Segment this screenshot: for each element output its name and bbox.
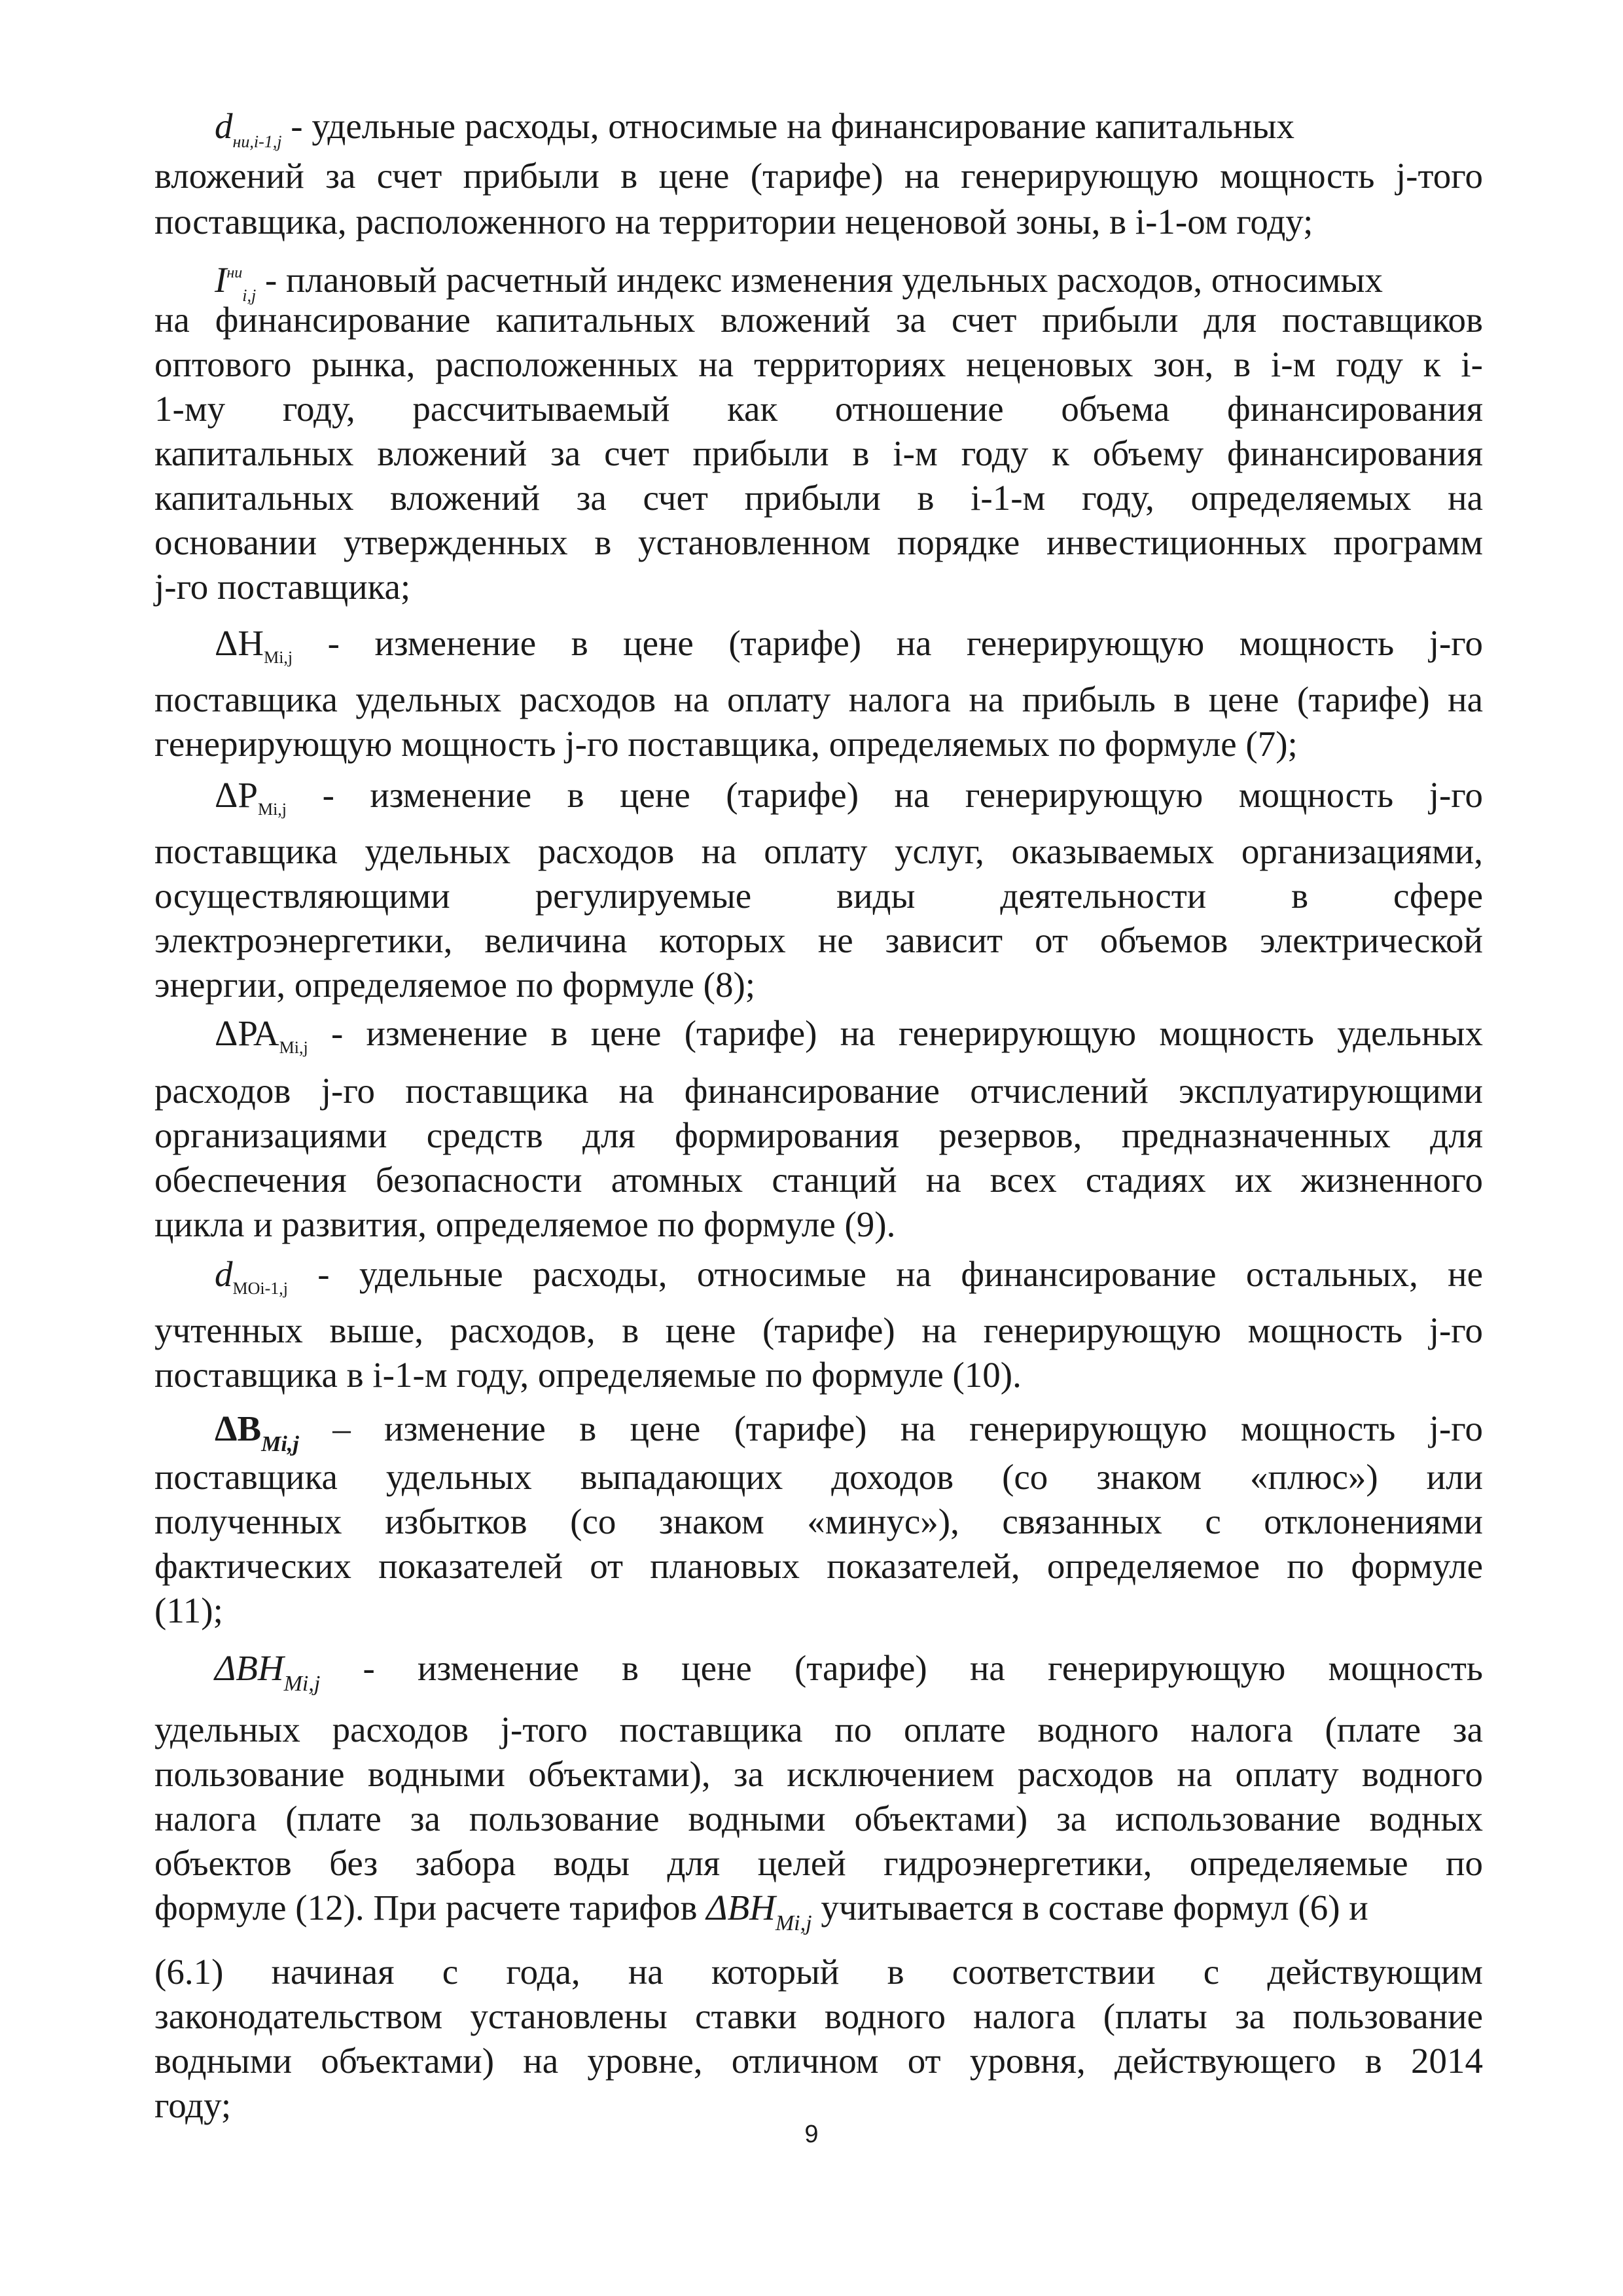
- def-line: (6.1) начиная с года, на который в соответствии с действующим: [154, 1952, 1483, 1992]
- def-line: поставщика удельных расходов на оплату услуг, оказываемых организациями,: [154, 831, 1483, 871]
- symbol: $\Delta ВН_{Mi,j}$: [706, 1888, 812, 1935]
- symbol: $\Delta РА_{Mi,j}$: [215, 1013, 308, 1057]
- def-line: вложений за счет прибыли в цене (тарифе) на генерирующую мощность j-того: [154, 156, 1483, 196]
- symbol: d: [215, 106, 233, 146]
- page-number: 9: [804, 2121, 819, 2148]
- def-line: учтенных выше, расходов, в цене (тарифе) на генерирующую мощность j-го: [154, 1310, 1483, 1350]
- def-line: пользование водными объектами), за исключением расходов на оплату водного: [154, 1754, 1483, 1794]
- def-line: поставщика удельных расходов на оплату налога на прибыль в цене (тарифе) на: [154, 679, 1483, 719]
- def-line: поставщика удельных выпадающих доходов (со знаком «плюс») или: [154, 1457, 1483, 1497]
- def-line: [215, 774, 1483, 831]
- def-line: осуществляющими регулируемые виды деятельности в сфере: [154, 876, 1483, 916]
- symbol: $\Delta Н_{Mi,j}$: [215, 623, 293, 667]
- symbol: $\Delta Р_{Mi,j}$: [215, 775, 287, 819]
- def-text: - изменение в цене (тарифе) на генерирующую мощность j-го: [327, 623, 1483, 663]
- def-text: - плановый расчетный индекс изменения удельных расходов, относимых: [264, 260, 1383, 300]
- def-line: удельных расходов j-того поставщика по оплате водного налога (плате за: [154, 1710, 1483, 1749]
- def-line: [215, 1647, 1483, 1706]
- def-line: на финансирование капитальных вложений за счет прибыли для поставщиков: [154, 300, 1483, 340]
- def-line: капитальных вложений за счет прибыли в i-м году к объему финансирования: [154, 433, 1483, 473]
- def-line: организациями средств для формирования резервов, предназначенных для: [154, 1115, 1483, 1155]
- def-line: [215, 622, 1483, 679]
- def-text: - изменение в цене (тарифе) на генерирующую мощность j-го: [322, 775, 1483, 815]
- def-line: 1-му году, рассчитываемый как отношение объема финансирования: [154, 389, 1483, 429]
- symbol: $\Delta ВН_{Mi,j}$: [215, 1648, 321, 1696]
- def-line: электроэнергетики, величина которых не зависит от объемов электрической: [154, 920, 1483, 960]
- def-line: обеспечения безопасности атомных станций на всех стадиях их жизненного: [154, 1160, 1483, 1200]
- def-line: фактических показателей от плановых показателей, определяемое по формуле: [154, 1546, 1483, 1586]
- def-line: (11);: [154, 1590, 223, 1630]
- def-text: формуле (12). При расчете тарифов: [154, 1888, 698, 1928]
- def-line: основании утвержденных в установленном порядке инвестиционных программ: [154, 522, 1483, 562]
- def-line: поставщика в i-1-м году, определяемые по формуле (10).: [154, 1355, 1022, 1395]
- def-line: оптового рынка, расположенных на территориях неценовых зон, в i-м году к i-: [154, 344, 1483, 384]
- def-line: j-го поставщика;: [154, 567, 411, 607]
- def-text: – изменение в цене (тарифе) на генерирующую мощность j-го: [332, 1408, 1483, 1448]
- def-line: налога (плате за пользование водными объектами) за использование водных: [154, 1799, 1483, 1839]
- def-line: [215, 1012, 1483, 1069]
- def-line: энергии, определяемое по формуле (8);: [154, 965, 756, 1005]
- def-text: - удельные расходы, относимые на финансирование остальных, не: [317, 1254, 1483, 1294]
- def-line: законодательством установлены ставки водного налога (платы за пользование: [154, 1996, 1483, 2036]
- def-line: капитальных вложений за счет прибыли в i-1-м году, определяемых на: [154, 478, 1483, 518]
- def-line: водными объектами) на уровне, отличном от уровня, действующего в 2014: [154, 2041, 1483, 2081]
- def-line: поставщика, расположенного на территории неценовой зоны, в i-1-ом году;: [154, 202, 1313, 242]
- def-line: генерирующую мощность j-го поставщика, определяемых по формуле (7);: [154, 724, 1298, 764]
- def-line: году;: [154, 2085, 232, 2125]
- def-line: цикла и развития, определяемое по формуле (9).: [154, 1204, 896, 1244]
- def-text: учитывается в составе формул (6) и: [821, 1888, 1368, 1928]
- symbol: $\Delta В_{Mi,j}$: [215, 1408, 299, 1456]
- def-line: полученных избытков (со знаком «минус»), связанных с отклонениями: [154, 1501, 1483, 1541]
- def-line: расходов j-го поставщика на финансирование отчислений эксплуатирующими: [154, 1071, 1483, 1111]
- def-line: [154, 1886, 1483, 1945]
- def-line: объектов без забора воды для целей гидроэнергетики, определяемые по: [154, 1843, 1483, 1883]
- def-line: [215, 1253, 1483, 1310]
- def-text: - изменение в цене (тарифе) на генерирующую мощность удельных: [330, 1013, 1484, 1053]
- symbol: I: [215, 260, 227, 300]
- symbol: $d_{MOi-1,j}$: [215, 1254, 288, 1298]
- symbol-superscript: ни: [226, 264, 243, 281]
- symbol-subscript: i,j: [242, 286, 257, 305]
- symbol-subscript: ни,i-1,j: [232, 132, 282, 151]
- def-text: - удельные расходы, относимые на финансирование капитальных: [291, 106, 1295, 146]
- def-text: - изменение в цене (тарифе) на генерирующую мощность: [363, 1648, 1484, 1688]
